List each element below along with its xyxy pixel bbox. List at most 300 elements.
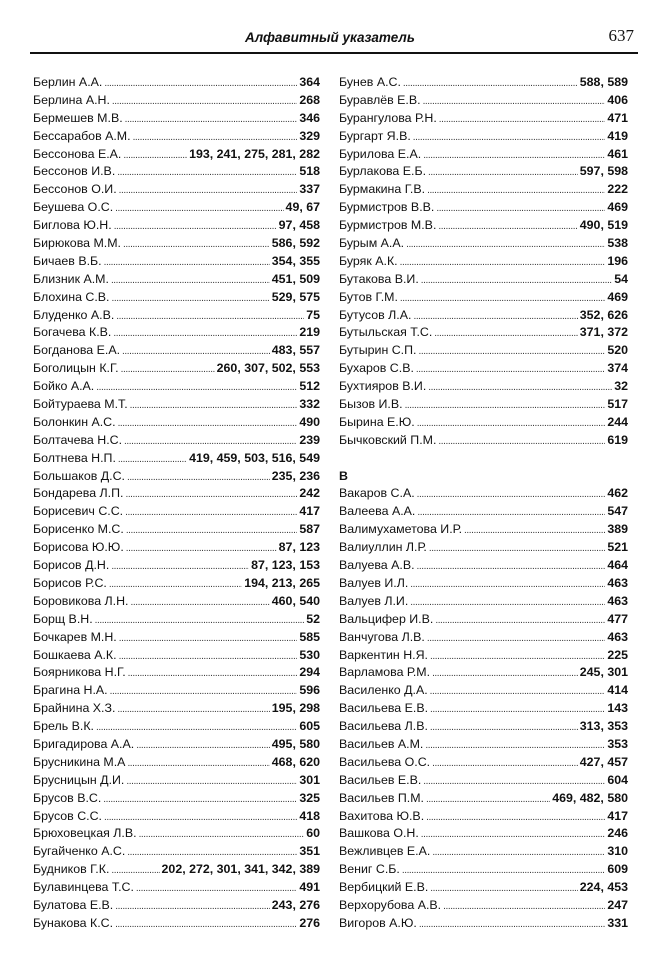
entry-name: Бурым А.А. — [339, 236, 405, 251]
index-entry — [339, 378, 628, 396]
entry-pages: 196 — [607, 253, 628, 268]
dot-leader — [423, 146, 605, 164]
index-entry — [33, 611, 320, 629]
dot-leader — [410, 575, 605, 593]
index-entry — [33, 128, 320, 146]
index-entry — [339, 825, 628, 843]
entry-pages: 468, 620 — [271, 754, 320, 769]
entry-pages: 49, 67 — [285, 200, 320, 215]
entry-pages: 419, 459, 503, 516, 549 — [189, 450, 320, 465]
entry-pages: 224, 453 — [579, 880, 628, 895]
entry-pages: 419 — [607, 128, 628, 143]
entry-name: Вежливцев Е.А. — [339, 844, 431, 859]
entry-name: Борисов Р.С. — [33, 575, 107, 590]
entry-pages: 464 — [607, 558, 628, 573]
entry-name: Бурангулова Р.Н. — [339, 110, 437, 125]
dot-leader — [430, 879, 577, 897]
entry-pages: 604 — [607, 772, 628, 787]
entry-name: Васильева Л.В. — [339, 719, 428, 734]
index-entry — [33, 450, 320, 468]
index-entry — [339, 772, 628, 790]
index-entry — [33, 307, 320, 325]
entry-name: Вахитова Ю.В. — [339, 808, 425, 823]
entry-pages: 530 — [299, 647, 320, 662]
entry-name: Варкентин Н.Я. — [339, 647, 429, 662]
entry-pages: 294 — [299, 665, 320, 680]
dot-leader — [118, 450, 187, 468]
dot-leader — [402, 861, 605, 879]
dot-leader — [436, 199, 605, 217]
dot-leader — [112, 289, 270, 307]
entry-name: Валуев И.Л. — [339, 575, 409, 590]
dot-leader — [432, 843, 605, 861]
entry-pages: 245, 301 — [579, 665, 628, 680]
entry-name: Валуева А.В. — [339, 558, 415, 573]
index-entry — [339, 736, 628, 754]
dot-leader — [428, 163, 578, 181]
index-entry — [33, 271, 320, 289]
entry-name: Бутырин С.П. — [339, 343, 417, 358]
entry-name: Брусникина М.А — [33, 754, 126, 769]
index-entry — [339, 307, 628, 325]
entry-name: Борисенко М.С. — [33, 522, 124, 537]
entry-pages: 244 — [607, 414, 628, 429]
entry-pages: 246 — [607, 826, 628, 841]
index-entry — [339, 360, 628, 378]
dot-leader — [417, 414, 606, 432]
entry-pages: 585 — [299, 629, 320, 644]
dot-leader — [432, 664, 578, 682]
entry-name: Болтачева Н.С. — [33, 432, 123, 447]
index-entry — [339, 235, 628, 253]
dot-leader — [413, 307, 577, 325]
index-entry — [339, 700, 628, 718]
entry-pages: 87, 123, 153 — [251, 558, 320, 573]
dot-leader — [111, 861, 159, 879]
index-entry — [339, 289, 628, 307]
entry-name: Боровикова Л.Н. — [33, 593, 129, 608]
entry-pages: 310 — [607, 844, 628, 859]
entry-pages: 260, 307, 502, 553 — [216, 361, 320, 376]
index-entry — [339, 593, 628, 611]
entry-pages: 451, 509 — [271, 271, 320, 286]
dot-leader — [121, 360, 215, 378]
entry-pages: 242 — [299, 486, 320, 501]
dot-leader — [432, 754, 578, 772]
entry-name: Буряк А.К. — [339, 253, 398, 268]
entry-name: Близник А.М. — [33, 271, 109, 286]
entry-pages: 332 — [299, 397, 320, 412]
index-entry — [33, 289, 320, 307]
entry-name: Брусов В.С. — [33, 790, 102, 805]
entry-pages: 596 — [299, 683, 320, 698]
dot-leader — [123, 235, 270, 253]
index-entry — [33, 790, 320, 808]
entry-pages: 268 — [299, 92, 320, 107]
entry-name: Булатова Е.В. — [33, 897, 114, 912]
entry-name: Бутыльская Т.С. — [339, 325, 433, 340]
entry-name: Бичаев В.Б. — [33, 253, 102, 268]
entry-pages: 75 — [306, 307, 320, 322]
dot-leader — [423, 92, 606, 110]
entry-name: Бермешев М.В. — [33, 110, 123, 125]
index-entry — [33, 736, 320, 754]
entry-name: Бессонов О.И. — [33, 182, 117, 197]
dot-leader — [417, 503, 605, 521]
dot-leader — [417, 485, 606, 503]
dot-leader — [416, 360, 605, 378]
dot-leader — [127, 754, 269, 772]
entry-pages: 219 — [299, 325, 320, 340]
entry-name: Бурилова Е.А. — [339, 146, 422, 161]
entry-pages: 354, 355 — [271, 253, 320, 268]
dot-leader — [119, 647, 298, 665]
entry-name: Бугайченко А.С. — [33, 844, 126, 859]
index-entry — [339, 539, 628, 557]
index-entry — [339, 682, 628, 700]
dot-leader — [104, 808, 297, 826]
entry-name: Бочкарев М.Н. — [33, 629, 117, 644]
page-header — [30, 26, 638, 54]
dot-leader — [426, 790, 550, 808]
index-entry — [339, 414, 628, 432]
entry-pages: 469 — [607, 289, 628, 304]
entry-name: Бессонов И.В. — [33, 164, 116, 179]
entry-name: Борисова Ю.Ю. — [33, 540, 124, 555]
entry-name: Будников Г.К. — [33, 862, 110, 877]
entry-name: Бызов И.В. — [339, 397, 403, 412]
dot-leader — [136, 879, 297, 897]
dot-leader — [127, 843, 297, 861]
index-entry — [339, 808, 628, 826]
dot-leader — [111, 557, 249, 575]
index-entry — [33, 718, 320, 736]
entry-name: Бухтияров В.И. — [339, 379, 427, 394]
index-entry — [339, 199, 628, 217]
index-entry — [33, 468, 320, 486]
index-entry — [33, 521, 320, 539]
dot-leader — [104, 253, 270, 271]
entry-pages: 471 — [607, 110, 628, 125]
entry-name: Борисевич С.С. — [33, 504, 124, 519]
dot-leader — [439, 110, 606, 128]
entry-name: Богданова Е.А. — [33, 343, 121, 358]
entry-pages: 547 — [607, 504, 628, 519]
entry-name: Васильев А.М. — [339, 736, 424, 751]
dot-leader — [430, 682, 606, 700]
entry-name: Бутакова В.И. — [339, 271, 419, 286]
index-entry — [33, 861, 320, 879]
index-entry — [33, 163, 320, 181]
index-entry — [339, 485, 628, 503]
entry-pages: 586, 592 — [271, 236, 320, 251]
entry-pages: 462 — [607, 486, 628, 501]
entry-pages: 461 — [607, 146, 628, 161]
dot-leader — [139, 825, 305, 843]
entry-pages: 195, 298 — [271, 701, 320, 716]
dot-leader — [118, 414, 298, 432]
index-entry — [339, 557, 628, 575]
entry-pages: 460, 540 — [271, 593, 320, 608]
entry-name: Бургарт Я.В. — [339, 128, 411, 143]
dot-leader — [413, 128, 606, 146]
dot-leader — [111, 271, 270, 289]
dot-leader — [115, 915, 297, 933]
dot-leader — [126, 521, 298, 539]
index-entry — [339, 521, 628, 539]
dot-leader — [406, 235, 605, 253]
entry-pages: 87, 123 — [278, 540, 320, 555]
entry-pages: 225 — [607, 647, 628, 662]
index-entry — [33, 360, 320, 378]
entry-name: Варламова Р.М. — [339, 665, 431, 680]
index-entry — [33, 110, 320, 128]
entry-name: Бошкаева А.К. — [33, 647, 117, 662]
index-entry — [33, 199, 320, 217]
entry-name: Вербицкий Е.В. — [339, 880, 429, 895]
entry-name: Блохина С.В. — [33, 289, 110, 304]
index-entry — [339, 324, 628, 342]
entry-pages: 329 — [299, 128, 320, 143]
index-entry — [339, 92, 628, 110]
index-entry — [33, 700, 320, 718]
entry-name: Бунакова К.С. — [33, 915, 114, 930]
entry-pages: 414 — [607, 683, 628, 698]
dot-leader — [400, 289, 605, 307]
index-entry — [33, 396, 320, 414]
dot-leader — [430, 647, 605, 665]
entry-pages: 417 — [607, 808, 628, 823]
entry-name: Боголицын К.Г. — [33, 361, 119, 376]
index-entry — [339, 163, 628, 181]
index-entry — [33, 647, 320, 665]
entry-name: Большаков Д.С. — [33, 468, 125, 483]
dot-leader — [122, 342, 270, 360]
dot-leader — [96, 718, 297, 736]
index-entry — [339, 861, 628, 879]
entry-name: Валимухаметова И.Р. — [339, 522, 463, 537]
entry-name: Вигоров А.Ю. — [339, 915, 417, 930]
index-section-v — [339, 485, 628, 932]
entry-pages: 243, 276 — [271, 897, 320, 912]
dot-leader — [418, 342, 605, 360]
entry-name: Бурмакина Г.В. — [339, 182, 426, 197]
index-entry — [33, 754, 320, 772]
entry-pages: 597, 598 — [579, 164, 628, 179]
entry-pages: 352, 626 — [579, 307, 628, 322]
index-entry — [33, 593, 320, 611]
index-entry — [33, 682, 320, 700]
entry-pages: 512 — [299, 379, 320, 394]
entry-pages: 463 — [607, 575, 628, 590]
entry-pages: 52 — [306, 611, 320, 626]
dot-leader — [126, 772, 297, 790]
entry-name: Боярникова Н.Г. — [33, 665, 126, 680]
entry-name: Васильева Е.В. — [339, 701, 429, 716]
entry-pages: 60 — [306, 826, 320, 841]
dot-leader — [117, 163, 297, 181]
index-entry — [33, 253, 320, 271]
dot-leader — [130, 396, 298, 414]
entry-pages: 491 — [299, 880, 320, 895]
index-entry — [339, 217, 628, 235]
entry-name: Валеева А.А. — [339, 504, 416, 519]
index-entry — [339, 503, 628, 521]
entry-name: Васильев Е.В. — [339, 772, 422, 787]
entry-pages: 143 — [607, 701, 628, 716]
entry-pages: 518 — [299, 164, 320, 179]
index-entry — [33, 235, 320, 253]
entry-pages: 520 — [607, 343, 628, 358]
dot-leader — [117, 700, 269, 718]
index-entry — [339, 271, 628, 289]
entry-pages: 194, 213, 265 — [244, 575, 320, 590]
entry-name: Вакаров С.А. — [339, 486, 415, 501]
entry-pages: 483, 557 — [271, 343, 320, 358]
entry-name: Бригадирова А.А. — [33, 736, 135, 751]
dot-leader — [109, 575, 242, 593]
dot-leader — [435, 611, 605, 629]
dot-leader — [464, 521, 605, 539]
dot-leader — [430, 700, 605, 718]
index-section-b — [339, 74, 628, 450]
index-entry — [33, 378, 320, 396]
entry-pages: 463 — [607, 629, 628, 644]
entry-pages: 239 — [299, 432, 320, 447]
index-entry — [339, 897, 628, 915]
index-entry — [33, 485, 320, 503]
entry-pages: 325 — [299, 790, 320, 805]
entry-pages: 301 — [299, 772, 320, 787]
dot-leader — [114, 217, 277, 235]
dot-leader — [115, 897, 270, 915]
dot-leader — [443, 897, 605, 915]
dot-leader — [126, 539, 277, 557]
entry-name: Блуденко А.В. — [33, 307, 115, 322]
entry-pages: 418 — [299, 808, 320, 823]
entry-pages: 364 — [299, 75, 320, 89]
dot-leader — [410, 593, 605, 611]
running-title: Алфавитный указатель — [245, 30, 415, 45]
dot-leader — [127, 468, 270, 486]
entry-name: Брюховецкая Л.В. — [33, 826, 137, 841]
entry-name: Бондарева Л.П. — [33, 486, 124, 501]
entry-pages: 54 — [614, 271, 628, 286]
index-entry — [33, 432, 320, 450]
dot-leader — [425, 736, 605, 754]
index-entry — [339, 74, 628, 92]
entry-name: Берлин А.А. — [33, 75, 103, 89]
entry-name: Бессонова Е.А. — [33, 146, 122, 161]
entry-name: Брагина Н.А. — [33, 683, 108, 698]
entry-pages: 490 — [299, 414, 320, 429]
entry-name: Бутов Г.М. — [339, 289, 398, 304]
index-entry — [33, 217, 320, 235]
index-entry — [339, 664, 628, 682]
dot-leader — [423, 772, 605, 790]
entry-pages: 247 — [607, 897, 628, 912]
dot-leader — [96, 378, 297, 396]
index-entry — [339, 647, 628, 665]
index-entry — [33, 342, 320, 360]
dot-leader — [421, 825, 606, 843]
page-number: 637 — [608, 26, 634, 45]
index-entry — [339, 432, 628, 450]
dot-leader — [103, 790, 297, 808]
index-entry — [33, 324, 320, 342]
entry-name: Бурмистров М.В. — [339, 218, 437, 233]
dot-leader — [405, 396, 606, 414]
letter-heading: В — [339, 468, 348, 483]
dot-leader — [125, 485, 297, 503]
index-entry — [339, 879, 628, 897]
dot-leader — [95, 611, 305, 629]
dot-leader — [119, 181, 298, 199]
entry-pages: 495, 580 — [271, 736, 320, 751]
entry-pages: 605 — [299, 719, 320, 734]
dot-leader — [123, 146, 187, 164]
index-entry — [339, 754, 628, 772]
dot-leader — [112, 92, 297, 110]
dot-leader — [125, 110, 298, 128]
entry-name: Валиуллин Л.Р. — [339, 540, 427, 555]
dot-leader — [417, 557, 606, 575]
entry-name: Берлина А.Н. — [33, 92, 110, 107]
entry-name: Бурлакова Е.Б. — [339, 164, 427, 179]
entry-pages: 374 — [607, 361, 628, 376]
entry-pages: 202, 272, 301, 341, 342, 389 — [161, 862, 320, 877]
dot-leader — [116, 307, 304, 325]
dot-leader — [124, 432, 297, 450]
entry-name: Васильев П.М. — [339, 790, 424, 805]
entry-name: Вальцифер И.В. — [339, 611, 434, 626]
dot-leader — [419, 915, 606, 933]
entry-name: Брайнина Х.З. — [33, 701, 116, 716]
index-entry — [339, 181, 628, 199]
index-entry — [33, 772, 320, 790]
entry-pages: 477 — [607, 611, 628, 626]
entry-name: Васильева О.С. — [339, 754, 431, 769]
dot-leader — [115, 199, 283, 217]
index-entry — [339, 718, 628, 736]
dot-leader — [421, 271, 612, 289]
dot-leader — [119, 629, 298, 647]
index-entry — [339, 110, 628, 128]
entry-name: Биглова Ю.Н. — [33, 218, 112, 233]
index-entry — [33, 629, 320, 647]
dot-leader — [113, 324, 297, 342]
dot-leader — [133, 128, 298, 146]
entry-pages: 427, 457 — [579, 754, 628, 769]
entry-name: Брель В.К. — [33, 719, 94, 734]
entry-name: Бурмистров В.В. — [339, 200, 435, 215]
entry-pages: 276 — [299, 915, 320, 930]
entry-pages: 353 — [607, 736, 628, 751]
dot-leader — [427, 181, 605, 199]
index-entry — [33, 825, 320, 843]
index-entry — [33, 414, 320, 432]
index-entry — [339, 396, 628, 414]
entry-pages: 463 — [607, 593, 628, 608]
entry-pages: 538 — [607, 236, 628, 251]
entry-pages: 371, 372 — [579, 325, 628, 340]
entry-name: Борщ В.Н. — [33, 611, 93, 626]
entry-pages: 235, 236 — [271, 468, 320, 483]
index-entry — [33, 879, 320, 897]
entry-name: Борисов Д.Н. — [33, 558, 110, 573]
entry-name: Верхорубова А.В. — [339, 897, 442, 912]
dot-leader — [104, 74, 297, 92]
